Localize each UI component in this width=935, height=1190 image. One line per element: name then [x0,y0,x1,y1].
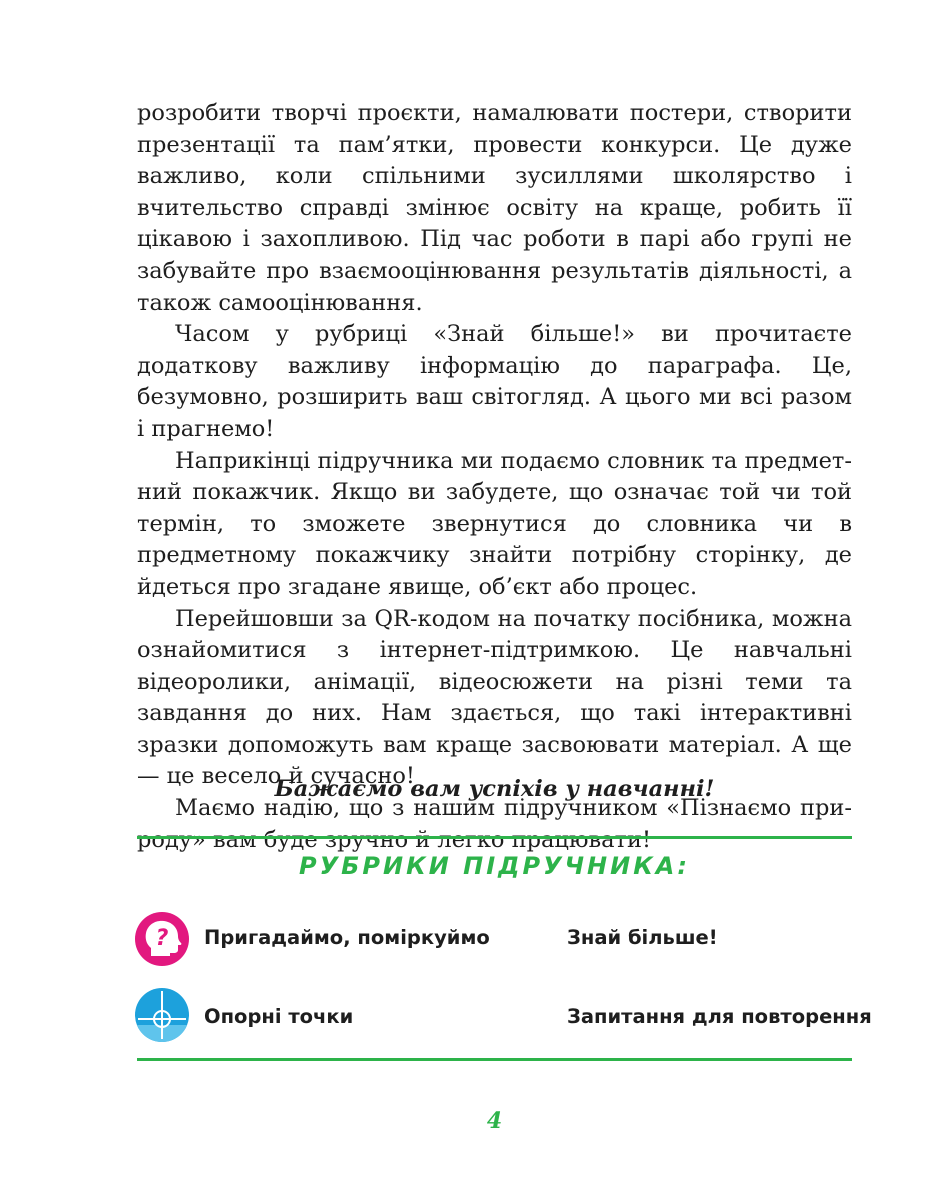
divider-top [137,836,852,839]
crosshair-icon [134,987,190,1043]
closing-wish: Бажаємо вам успіхів у навчанні! [274,776,715,802]
divider-bottom [137,1058,852,1061]
paragraph: Наприкінці підручника ми подаємо словник та предметний покажчик. Якщо ви забудете, що означає той чи той термін, то зможете звернутися до словника чи в предметному покажчику знайти потрібну сторінку, де йдеться про згадане явище, об’єкт або процес. [137,447,852,600]
rubric-label-review-questions: Запитання для повторення [567,1005,872,1028]
body-text [137,98,852,856]
question-head-icon [134,911,190,967]
rubric-label-key-points: Опорні точки [204,1005,354,1028]
paragraph: Часом у рубриці «Знай більше!» ви прочитаєте додаткову важливу інформацію до параграфа. Це, безумовно, розширить ваш світогляд. А цього ми всі разом і прагнемо! [137,321,852,442]
rubric-label-know-more: Знай більше! [567,926,718,949]
paragraph: Перейшовши за QR-кодом на початку посібника, можна ознайомитися з інтернет-підтримкою. Це навчальні відеоролики, анімації, відеосюжети на різні теми та завдання до них. Нам здається, що такі інтерактивні зразки допоможуть вам краще засвоювати матеріал. А ще — це весело й сучасно! [137,605,852,790]
svg-text:?: ? [155,926,169,951]
page-number: 4 [486,1108,503,1134]
paragraph: Маємо надію, що з нашим підручником «Пізнаємо природу» вам буде зручно й легко працювати! [137,795,852,853]
paragraph: розробити творчі проєкти, намалювати постери, створити презентації та пам’ятки, провести конкурси. Це дуже важливо, коли спільними зусиллями школярство і вчительство справді змінює освіту на краще, робить її цікавою і захопливою. Під час роботи в парі або групі не забувайте про взаємооцінювання результатів діяльності, а також самооцінювання. [137,100,852,316]
rubrics-title: РУБРИКИ ПІДРУЧНИКА: [299,852,690,880]
rubric-label-remember: Пригадаймо, поміркуймо [204,926,490,949]
